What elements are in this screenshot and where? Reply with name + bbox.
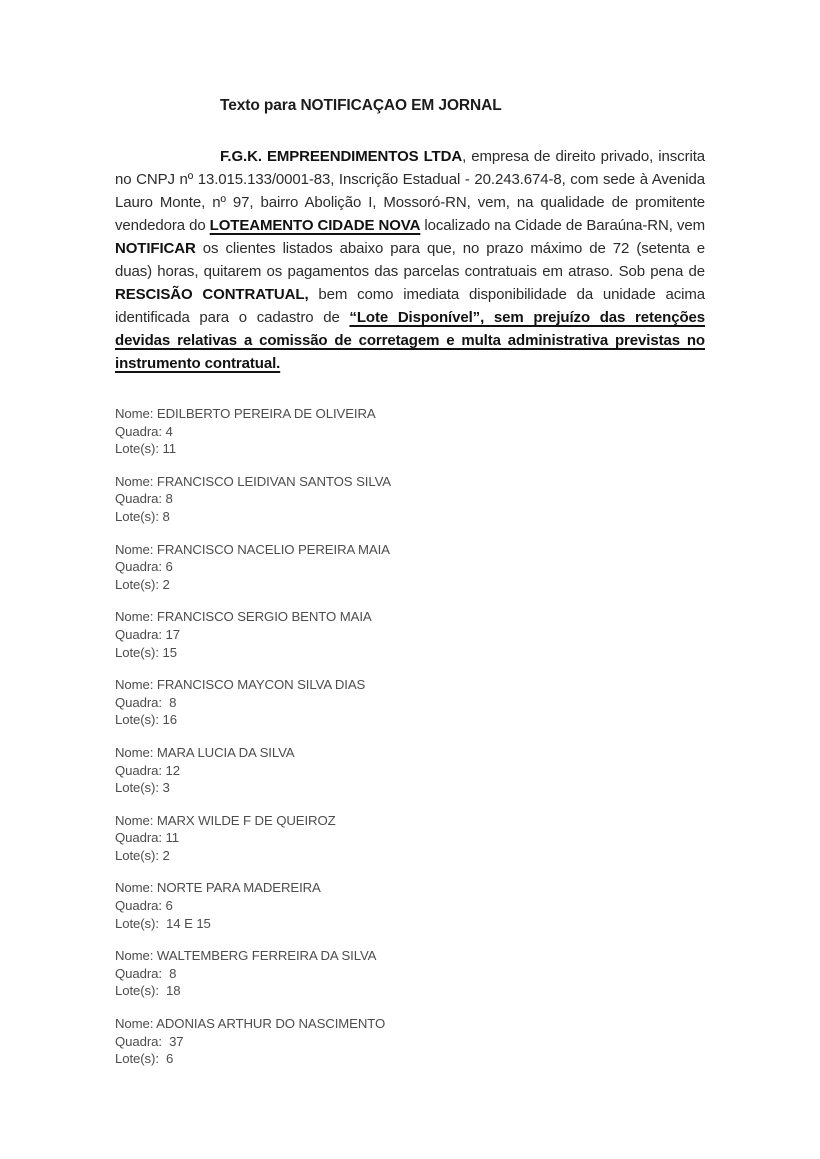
client-nome-line: Nome: FRANCISCO SERGIO BENTO MAIA <box>115 609 372 625</box>
client-entry <box>115 879 705 932</box>
notification-paragraph <box>115 145 705 375</box>
client-entry <box>115 1015 705 1068</box>
document-title: Texto para NOTIFICAÇAO EM JORNAL <box>220 97 502 114</box>
client-quadra-line: Quadra: 6 <box>115 898 173 914</box>
paragraph-text: localizado na Cidade de Baraúna-RN, vem <box>420 217 705 234</box>
client-lotes-line: Lote(s): 15 <box>115 644 177 660</box>
client-lotes-line: Lote(s): 6 <box>115 1051 174 1067</box>
client-entry <box>115 405 705 458</box>
client-quadra-line: Quadra: 8 <box>115 694 177 710</box>
client-quadra-line: Quadra: 17 <box>115 626 180 642</box>
client-lotes-line: Lote(s): 14 E 15 <box>115 915 211 931</box>
client-lotes-line: Lote(s): 2 <box>115 576 170 592</box>
client-lotes-line: Lote(s): 11 <box>115 441 176 457</box>
client-entry <box>115 608 705 661</box>
client-nome-line: Nome: MARA LUCIA DA SILVA <box>115 744 295 760</box>
client-lotes-line: Lote(s): 2 <box>115 847 170 863</box>
client-quadra-line: Quadra: 8 <box>115 965 177 981</box>
client-entry <box>115 541 705 594</box>
client-nome-line: Nome: ADONIAS ARTHUR DO NASCIMENTO <box>115 1016 386 1032</box>
paragraph-text: os clientes listados abaixo para que, no prazo máximo de 72 (setenta e duas) horas, quitarem os pagamentos das parcelas contratuais em atraso. Sob pena de <box>115 240 705 280</box>
client-lotes-line: Lote(s): 8 <box>115 508 170 524</box>
paragraph-text: bem como imediata disponibilidade da unidade acima identificada para o cadastro de <box>115 286 705 326</box>
client-quadra-line: Quadra: 8 <box>115 491 173 507</box>
client-list <box>115 405 705 1068</box>
client-nome-line: Nome: FRANCISCO NACELIO PEREIRA MAIA <box>115 541 390 557</box>
client-nome-line: Nome: FRANCISCO LEIDIVAN SANTOS SILVA <box>115 473 391 489</box>
client-nome-line: Nome: FRANCISCO MAYCON SILVA DIAS <box>115 677 366 693</box>
client-lotes-line: Lote(s): 16 <box>115 712 177 728</box>
client-lotes-line: Lote(s): 3 <box>115 780 170 796</box>
client-quadra-line: Quadra: 6 <box>115 559 173 575</box>
paragraph-text: , empresa de direito privado, inscrita no CNPJ nº 13.015.133/0001-83, Inscrição Estadual - 20.243.674-8, com sede à Avenida Lauro Monte, nº 97, bairro Abolição I, Mossoró-RN, vem, na qualidade de promitente vendedora do <box>115 148 706 234</box>
client-nome-line: Nome: NORTE PARA MADEREIRA <box>115 880 321 896</box>
paragraph-emphasis-text: “Lote Disponível”, sem prejuízo das retenções devidas relativas a comissão de corretagem e multa administrativa previstas no instrumento contratual. <box>115 309 705 372</box>
client-quadra-line: Quadra: 11 <box>115 830 180 846</box>
client-entry <box>115 812 705 865</box>
paragraph-emphasis-text: F.G.K. EMPREENDIMENTOS LTDA <box>220 148 463 165</box>
paragraph-emphasis-text: RESCISÃO CONTRATUAL, <box>115 286 309 303</box>
client-entry <box>115 473 705 526</box>
client-entry <box>115 676 705 729</box>
paragraph-emphasis-text: LOTEAMENTO CIDADE NOVA <box>209 217 421 234</box>
client-quadra-line: Quadra: 4 <box>115 423 173 439</box>
client-quadra-line: Quadra: 37 <box>115 1033 184 1049</box>
client-entry <box>115 744 705 797</box>
client-entry <box>115 947 705 1000</box>
client-nome-line: Nome: WALTEMBERG FERREIRA DA SILVA <box>115 948 377 964</box>
paragraph-emphasis-text: NOTIFICAR <box>115 240 196 257</box>
client-quadra-line: Quadra: 12 <box>115 762 180 778</box>
client-nome-line: Nome: MARX WILDE F DE QUEIROZ <box>115 812 336 828</box>
client-lotes-line: Lote(s): 18 <box>115 983 181 999</box>
client-nome-line: Nome: EDILBERTO PEREIRA DE OLIVEIRA <box>115 406 376 421</box>
